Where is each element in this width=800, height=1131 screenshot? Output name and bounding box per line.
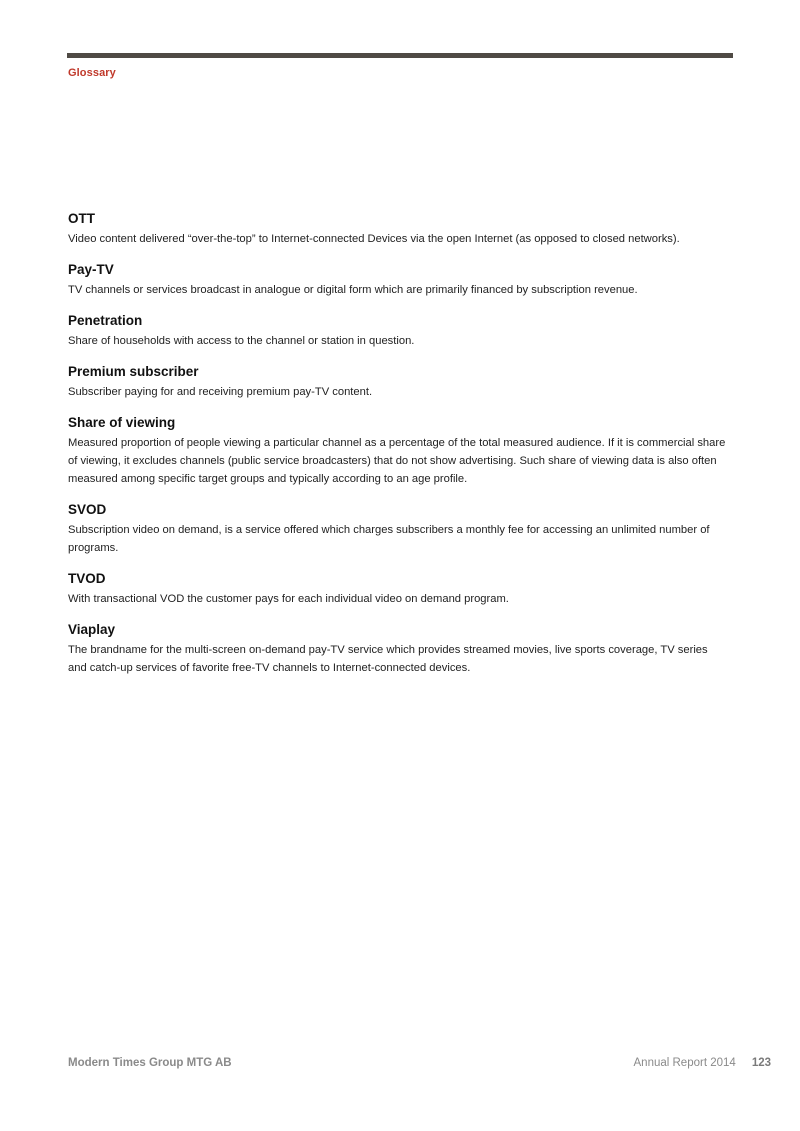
header-rule	[67, 53, 733, 58]
glossary-definition: The brandname for the multi-screen on-demand pay-TV service which provides streamed movies, live sports coverage, TV series and catch-up services of favorite free-TV channels to Internet-connected devices.	[68, 644, 708, 674]
glossary-entry-premium-subscriber	[68, 363, 728, 401]
glossary-definition: Share of households with access to the channel or station in question.	[68, 335, 415, 347]
glossary-definition: TV channels or services broadcast in analogue or digital form which are primarily financed by subscription revenue.	[68, 284, 638, 296]
glossary-definition: Subscription video on demand, is a service offered which charges subscribers a monthly fee for accessing an unlimited number of programs.	[68, 524, 710, 554]
glossary-entry-svod	[68, 501, 728, 557]
glossary-definition: Subscriber paying for and receiving premium pay-TV content.	[68, 386, 373, 398]
section-label: Glossary	[68, 67, 116, 79]
footer-report-title: Annual Report 2014	[633, 1057, 736, 1069]
glossary-definition: Measured proportion of people viewing a particular channel as a percentage of the total measured audience. If it is commercial share of viewing, it excludes channels (public service broadcasters) that do not show advertising. Such share of viewing data is also often measured among specific target groups and typically according to an age profile.	[68, 437, 726, 485]
footer-company: Modern Times Group MTG AB	[68, 1057, 232, 1069]
glossary-list	[68, 210, 728, 690]
glossary-term: SVOD	[68, 502, 107, 517]
glossary-definition: With transactional VOD the customer pays for each individual video on demand program.	[68, 593, 509, 605]
glossary-term: TVOD	[68, 571, 106, 586]
glossary-entry-ott	[68, 210, 728, 248]
glossary-entry-tvod	[68, 570, 728, 608]
glossary-entry-share-of-viewing	[68, 414, 728, 488]
glossary-entry-viaplay	[68, 621, 728, 677]
glossary-term: Penetration	[68, 313, 143, 328]
glossary-definition: Video content delivered “over-the-top” to Internet-connected Devices via the open Internet (as opposed to closed networks).	[68, 233, 680, 245]
glossary-term: Pay-TV	[68, 262, 114, 277]
glossary-term: Viaplay	[68, 622, 116, 637]
page-number: 123	[751, 1057, 771, 1069]
glossary-term: Share of viewing	[68, 415, 176, 430]
glossary-entry-penetration	[68, 312, 728, 350]
glossary-term: OTT	[68, 211, 95, 226]
footer-report-info	[634, 1057, 772, 1069]
glossary-entry-pay-tv	[68, 261, 728, 299]
glossary-term: Premium subscriber	[68, 364, 199, 379]
